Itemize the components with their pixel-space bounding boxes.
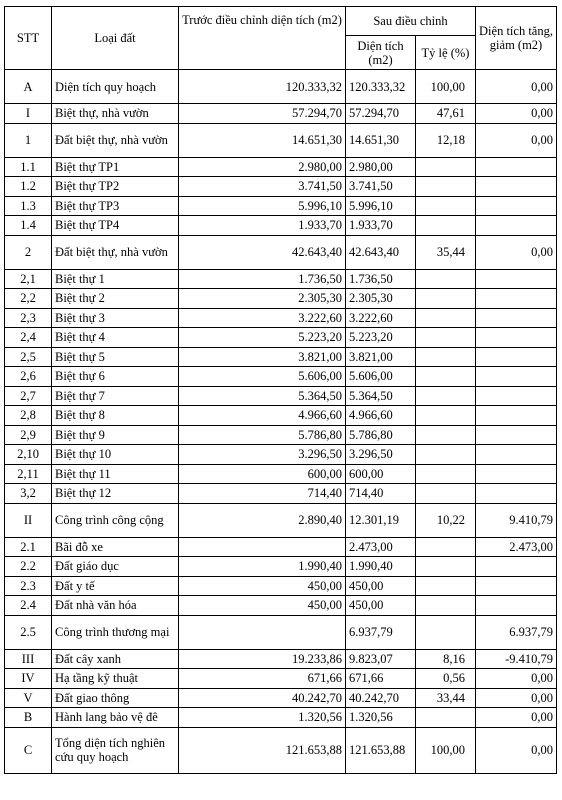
header-after: Sau điều chỉnh xyxy=(346,7,476,36)
table-row xyxy=(5,688,557,708)
cell-stt: 2,8 xyxy=(5,406,52,426)
cell-after-area: 40.242,70 xyxy=(346,688,416,708)
cell-land-type: Đất y tế xyxy=(52,576,179,596)
cell-land-type: Biệt thự 9 xyxy=(52,425,179,445)
cell-change xyxy=(476,216,557,236)
cell-change: 0,00 xyxy=(476,669,557,689)
table-row xyxy=(5,615,557,649)
cell-land-type: Biệt thự TP3 xyxy=(52,196,179,216)
cell-before-area: 2.980,00 xyxy=(179,157,346,177)
cell-after-ratio xyxy=(416,576,476,596)
table-row xyxy=(5,269,557,289)
land-area-table xyxy=(4,6,557,774)
cell-change xyxy=(476,406,557,426)
header-change: Diện tích tăng, giảm (m2) xyxy=(476,7,557,70)
table-row xyxy=(5,596,557,616)
cell-after-area: 6.937,79 xyxy=(346,615,416,649)
cell-stt: 2,4 xyxy=(5,328,52,348)
cell-change: -9.410,79 xyxy=(476,649,557,669)
cell-change: 0,00 xyxy=(476,70,557,104)
cell-after-area: 714,40 xyxy=(346,484,416,504)
cell-after-area: 9.823,07 xyxy=(346,649,416,669)
cell-before-area: 1.990,40 xyxy=(179,557,346,577)
cell-after-area: 1.320,56 xyxy=(346,708,416,728)
table-row xyxy=(5,503,557,537)
cell-land-type: Biệt thự 8 xyxy=(52,406,179,426)
cell-change xyxy=(476,484,557,504)
cell-land-type: Đất giáo dục xyxy=(52,557,179,577)
cell-after-ratio xyxy=(416,386,476,406)
cell-before-area: 42.643,40 xyxy=(179,235,346,269)
cell-after-area: 12.301,19 xyxy=(346,503,416,537)
cell-after-area: 3.296,50 xyxy=(346,445,416,465)
cell-after-ratio xyxy=(416,406,476,426)
cell-land-type: Biệt thự 3 xyxy=(52,308,179,328)
cell-after-ratio xyxy=(416,216,476,236)
cell-after-ratio xyxy=(416,347,476,367)
cell-after-area: 4.966,60 xyxy=(346,406,416,426)
cell-land-type: Đất cây xanh xyxy=(52,649,179,669)
cell-after-area: 3.222,60 xyxy=(346,308,416,328)
cell-after-ratio xyxy=(416,328,476,348)
table-row xyxy=(5,386,557,406)
cell-land-type: Hành lang bảo vệ đê xyxy=(52,708,179,728)
header-land-type: Loại đất xyxy=(52,7,179,70)
cell-after-area: 42.643,40 xyxy=(346,235,416,269)
cell-stt: 1.1 xyxy=(5,157,52,177)
cell-after-area: 120.333,32 xyxy=(346,70,416,104)
cell-before-area: 1.320,56 xyxy=(179,708,346,728)
cell-stt: 1 xyxy=(5,123,52,157)
cell-before-area: 1.933,70 xyxy=(179,216,346,236)
cell-before-area: 5.223,20 xyxy=(179,328,346,348)
cell-change: 2.473,00 xyxy=(476,537,557,557)
cell-change xyxy=(476,367,557,387)
cell-after-ratio xyxy=(416,537,476,557)
table-row xyxy=(5,557,557,577)
cell-land-type: Đất biệt thự, nhà vườn xyxy=(52,123,179,157)
cell-after-area: 1.933,70 xyxy=(346,216,416,236)
cell-after-area: 3.741,50 xyxy=(346,177,416,197)
cell-before-area: 14.651,30 xyxy=(179,123,346,157)
cell-before-area: 671,66 xyxy=(179,669,346,689)
table-row xyxy=(5,196,557,216)
cell-after-ratio xyxy=(416,289,476,309)
cell-stt: 2,2 xyxy=(5,289,52,309)
cell-after-ratio: 12,18 xyxy=(416,123,476,157)
cell-before-area: 5.786,80 xyxy=(179,425,346,445)
table-row xyxy=(5,216,557,236)
cell-after-area: 5.606,00 xyxy=(346,367,416,387)
cell-before-area: 57.294,70 xyxy=(179,104,346,124)
cell-change: 9.410,79 xyxy=(476,503,557,537)
cell-stt: 1.4 xyxy=(5,216,52,236)
header-stt: STT xyxy=(5,7,52,70)
cell-before-area: 3.821,00 xyxy=(179,347,346,367)
cell-after-ratio xyxy=(416,196,476,216)
cell-change: 0,00 xyxy=(476,104,557,124)
cell-change xyxy=(476,425,557,445)
cell-before-area: 2.890,40 xyxy=(179,503,346,537)
cell-after-ratio: 33,44 xyxy=(416,688,476,708)
cell-after-area: 1.990,40 xyxy=(346,557,416,577)
cell-land-type: Đất nhà văn hóa xyxy=(52,596,179,616)
cell-before-area xyxy=(179,615,346,649)
cell-after-area: 671,66 xyxy=(346,669,416,689)
cell-stt: V xyxy=(5,688,52,708)
table-row xyxy=(5,708,557,728)
cell-land-type: Biệt thự 2 xyxy=(52,289,179,309)
cell-land-type: Biệt thự, nhà vườn xyxy=(52,104,179,124)
cell-stt: 2,10 xyxy=(5,445,52,465)
cell-change: 0,00 xyxy=(476,727,557,773)
table-row xyxy=(5,727,557,773)
cell-land-type: Biệt thự 12 xyxy=(52,484,179,504)
cell-stt: A xyxy=(5,70,52,104)
cell-after-ratio xyxy=(416,615,476,649)
cell-stt: 2.5 xyxy=(5,615,52,649)
cell-after-ratio xyxy=(416,425,476,445)
cell-after-ratio xyxy=(416,308,476,328)
cell-land-type: Biệt thự 6 xyxy=(52,367,179,387)
cell-stt: 2,7 xyxy=(5,386,52,406)
cell-stt: 2,3 xyxy=(5,308,52,328)
cell-before-area: 5.606,00 xyxy=(179,367,346,387)
cell-before-area: 2.305,30 xyxy=(179,289,346,309)
cell-change: 0,00 xyxy=(476,688,557,708)
cell-land-type: Biệt thự TP2 xyxy=(52,177,179,197)
table-row xyxy=(5,289,557,309)
cell-after-area: 3.821,00 xyxy=(346,347,416,367)
cell-after-area: 5.364,50 xyxy=(346,386,416,406)
cell-land-type: Diện tích quy hoạch xyxy=(52,70,179,104)
cell-land-type: Đất biệt thự, nhà vườn xyxy=(52,235,179,269)
cell-land-type: Biệt thự 1 xyxy=(52,269,179,289)
cell-before-area: 3.741,50 xyxy=(179,177,346,197)
cell-stt: 3,2 xyxy=(5,484,52,504)
cell-change xyxy=(476,557,557,577)
table-row xyxy=(5,367,557,387)
cell-after-ratio: 47,61 xyxy=(416,104,476,124)
cell-after-area: 600,00 xyxy=(346,464,416,484)
cell-stt: 1.3 xyxy=(5,196,52,216)
cell-after-area: 121.653,88 xyxy=(346,727,416,773)
cell-after-area: 14.651,30 xyxy=(346,123,416,157)
cell-before-area: 4.966,60 xyxy=(179,406,346,426)
cell-stt: 2.4 xyxy=(5,596,52,616)
cell-change: 0,00 xyxy=(476,123,557,157)
table-row xyxy=(5,406,557,426)
table-row xyxy=(5,445,557,465)
table-row xyxy=(5,425,557,445)
table-row xyxy=(5,308,557,328)
cell-stt: III xyxy=(5,649,52,669)
cell-after-area: 450,00 xyxy=(346,576,416,596)
cell-land-type: Bãi đỗ xe xyxy=(52,537,179,557)
cell-land-type: Đất giao thông xyxy=(52,688,179,708)
cell-before-area: 714,40 xyxy=(179,484,346,504)
cell-after-ratio xyxy=(416,177,476,197)
cell-before-area: 450,00 xyxy=(179,576,346,596)
cell-before-area: 5.364,50 xyxy=(179,386,346,406)
cell-change xyxy=(476,177,557,197)
cell-stt: 2 xyxy=(5,235,52,269)
table-row xyxy=(5,123,557,157)
cell-stt: 2.3 xyxy=(5,576,52,596)
cell-land-type: Công trình công cộng xyxy=(52,503,179,537)
cell-before-area: 1.736,50 xyxy=(179,269,346,289)
cell-after-ratio: 0,56 xyxy=(416,669,476,689)
cell-land-type: Biệt thự 5 xyxy=(52,347,179,367)
cell-after-ratio xyxy=(416,445,476,465)
table-row xyxy=(5,537,557,557)
cell-after-ratio xyxy=(416,484,476,504)
cell-change xyxy=(476,596,557,616)
cell-after-area: 1.736,50 xyxy=(346,269,416,289)
cell-change xyxy=(476,328,557,348)
cell-after-ratio: 8,16 xyxy=(416,649,476,669)
cell-after-area: 2.980,00 xyxy=(346,157,416,177)
cell-land-type: Biệt thự 4 xyxy=(52,328,179,348)
table-row xyxy=(5,70,557,104)
cell-stt: 2,6 xyxy=(5,367,52,387)
cell-stt: IV xyxy=(5,669,52,689)
table-row xyxy=(5,576,557,596)
cell-change: 6.937,79 xyxy=(476,615,557,649)
cell-after-ratio xyxy=(416,367,476,387)
header-before-area: Trước điều chỉnh diện tích (m2) xyxy=(179,7,346,70)
table-row xyxy=(5,484,557,504)
cell-stt: 2,1 xyxy=(5,269,52,289)
cell-change xyxy=(476,308,557,328)
cell-before-area: 19.233,86 xyxy=(179,649,346,669)
cell-stt: B xyxy=(5,708,52,728)
cell-land-type: Công trình thương mại xyxy=(52,615,179,649)
cell-before-area: 3.222,60 xyxy=(179,308,346,328)
cell-after-ratio xyxy=(416,557,476,577)
cell-stt: II xyxy=(5,503,52,537)
table-header xyxy=(5,7,557,70)
cell-after-area: 2.473,00 xyxy=(346,537,416,557)
cell-after-area: 5.223,20 xyxy=(346,328,416,348)
cell-change xyxy=(476,157,557,177)
cell-after-area: 57.294,70 xyxy=(346,104,416,124)
table-row xyxy=(5,157,557,177)
cell-change: 0,00 xyxy=(476,708,557,728)
cell-change xyxy=(476,269,557,289)
cell-after-area: 5.996,10 xyxy=(346,196,416,216)
table-row xyxy=(5,328,557,348)
cell-stt: 2.2 xyxy=(5,557,52,577)
header-after-area: Diện tích (m2) xyxy=(346,36,416,70)
cell-land-type: Biệt thự TP1 xyxy=(52,157,179,177)
cell-before-area xyxy=(179,537,346,557)
cell-after-ratio xyxy=(416,596,476,616)
cell-after-ratio: 100,00 xyxy=(416,70,476,104)
cell-before-area: 600,00 xyxy=(179,464,346,484)
cell-change xyxy=(476,196,557,216)
cell-before-area: 3.296,50 xyxy=(179,445,346,465)
cell-change xyxy=(476,464,557,484)
cell-change xyxy=(476,386,557,406)
cell-land-type: Tổng diện tích nghiên cứu quy hoạch xyxy=(52,727,179,773)
table-row xyxy=(5,104,557,124)
cell-after-area: 450,00 xyxy=(346,596,416,616)
cell-before-area: 5.996,10 xyxy=(179,196,346,216)
table-row xyxy=(5,669,557,689)
table-body xyxy=(5,70,557,774)
cell-stt: 2,5 xyxy=(5,347,52,367)
cell-before-area: 40.242,70 xyxy=(179,688,346,708)
cell-after-ratio xyxy=(416,269,476,289)
table-row xyxy=(5,649,557,669)
cell-stt: 2,11 xyxy=(5,464,52,484)
cell-after-ratio: 10,22 xyxy=(416,503,476,537)
cell-before-area: 121.653,88 xyxy=(179,727,346,773)
cell-stt: I xyxy=(5,104,52,124)
cell-before-area: 450,00 xyxy=(179,596,346,616)
cell-change xyxy=(476,347,557,367)
table-row xyxy=(5,347,557,367)
cell-change xyxy=(476,289,557,309)
cell-land-type: Biệt thự TP4 xyxy=(52,216,179,236)
header-after-ratio: Tỷ lệ (%) xyxy=(416,36,476,70)
cell-land-type: Biệt thự 10 xyxy=(52,445,179,465)
cell-after-area: 5.786,80 xyxy=(346,425,416,445)
cell-before-area: 120.333,32 xyxy=(179,70,346,104)
table-row xyxy=(5,177,557,197)
cell-change: 0,00 xyxy=(476,235,557,269)
cell-stt: 1.2 xyxy=(5,177,52,197)
cell-after-ratio: 35,44 xyxy=(416,235,476,269)
cell-land-type: Biệt thự 7 xyxy=(52,386,179,406)
cell-change xyxy=(476,576,557,596)
cell-after-area: 2.305,30 xyxy=(346,289,416,309)
cell-land-type: Hạ tầng kỹ thuật xyxy=(52,669,179,689)
cell-after-ratio xyxy=(416,157,476,177)
cell-after-ratio: 100,00 xyxy=(416,727,476,773)
cell-stt: C xyxy=(5,727,52,773)
table-row xyxy=(5,464,557,484)
cell-stt: 2.1 xyxy=(5,537,52,557)
cell-change xyxy=(476,445,557,465)
cell-land-type: Biệt thự 11 xyxy=(52,464,179,484)
cell-after-ratio xyxy=(416,708,476,728)
cell-stt: 2,9 xyxy=(5,425,52,445)
cell-after-ratio xyxy=(416,464,476,484)
table-row xyxy=(5,235,557,269)
